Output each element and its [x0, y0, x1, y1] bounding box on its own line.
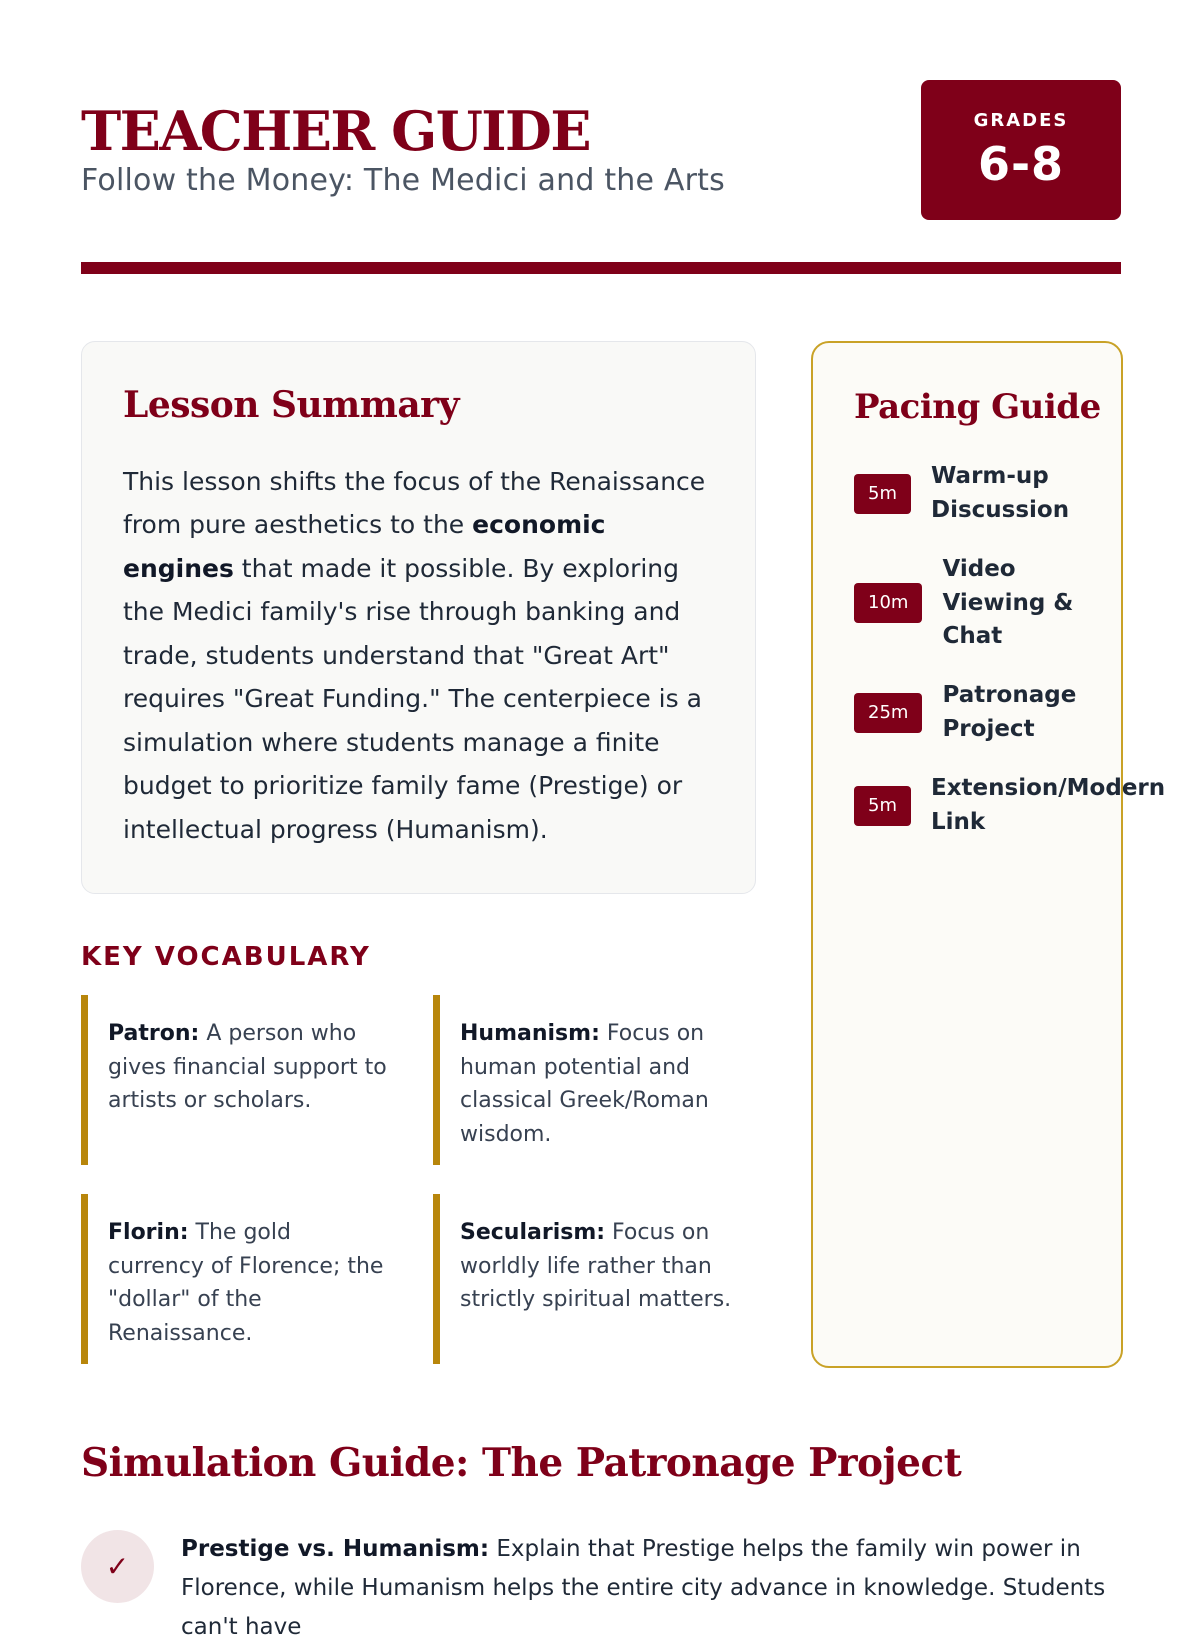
time-badge: 25m: [854, 693, 922, 733]
vocab-item-humanism: [433, 995, 753, 1165]
grades-badge: [921, 80, 1121, 220]
vocab-item-patron: [81, 995, 401, 1165]
pacing-item-label: Extension/Modern Link: [931, 775, 1166, 835]
simulation-point-term: Prestige vs. Humanism:: [181, 1536, 490, 1562]
time-badge: 5m: [854, 786, 911, 826]
vocab-term: Secularism:: [460, 1220, 606, 1245]
vocab-item-secularism: [433, 1194, 753, 1364]
vocab-item-florin: [81, 1194, 401, 1364]
lesson-summary-card: [81, 341, 756, 894]
vocab-term: Humanism:: [460, 1021, 600, 1046]
pacing-item-label: Video Viewing & Chat: [942, 556, 1074, 649]
summary-emphasis: economic engines: [123, 510, 606, 583]
pacing-item: [854, 553, 1073, 654]
page-subtitle: Follow the Money: The Medici and the Arts: [81, 163, 725, 198]
simulation-point: [181, 1530, 1131, 1647]
summary-text-part: This lesson shifts the focus of the Renaissance from pure aesthetics to the: [123, 466, 706, 540]
vocab-term: Florin:: [108, 1220, 189, 1245]
pacing-guide-card: [811, 341, 1166, 1368]
pacing-item-label: Warm-up Discussion: [931, 463, 1070, 523]
lesson-summary-heading: Lesson Summary: [123, 384, 460, 426]
time-badge: 10m: [854, 583, 922, 623]
pacing-item: [854, 460, 1069, 527]
header-divider: [81, 262, 1121, 274]
page-title: TEACHER GUIDE: [81, 99, 591, 163]
pacing-item: [854, 679, 1076, 746]
pacing-item-label: Patronage Project: [942, 682, 1077, 742]
grades-label: GRADES: [973, 110, 1069, 131]
simulation-guide-heading: Simulation Guide: The Patronage Project: [81, 1440, 962, 1486]
vocab-term: Patron:: [108, 1021, 200, 1046]
vocab-definition: The gold currency of Florence; the "dollar" of the Renaissance.: [108, 1220, 384, 1346]
page-header: [81, 80, 1121, 220]
simulation-point-text: Explain that Prestige helps the family win power in Florence, while Humanism helps the entire city advance in knowledge. Students can't have: [181, 1536, 1106, 1640]
vocab-definition: A person who gives financial support to artists or scholars.: [108, 1021, 387, 1113]
vocab-definition: Focus on human potential and classical Greek/Roman wisdom.: [460, 1021, 709, 1147]
pacing-guide-heading: Pacing Guide: [854, 387, 1101, 427]
time-badge: 5m: [854, 474, 911, 514]
grades-value: 6-8: [977, 137, 1065, 191]
pacing-item: [854, 772, 1165, 839]
lesson-summary-text: [123, 460, 715, 852]
check-icon: ✓: [81, 1530, 154, 1603]
vocab-definition: Focus on worldly life rather than strictly spiritual matters.: [460, 1220, 732, 1312]
vocabulary-heading: KEY VOCABULARY: [81, 942, 371, 972]
summary-text-part: that made it possible. By exploring the Medici family's rise through banking and trade, students understand that "Great Art" requires "Great Funding." The centerpiece is a simulation where students manage a finite budget to prioritize family fame (Prestige) or intellectual progress (Humanism).: [123, 553, 702, 844]
